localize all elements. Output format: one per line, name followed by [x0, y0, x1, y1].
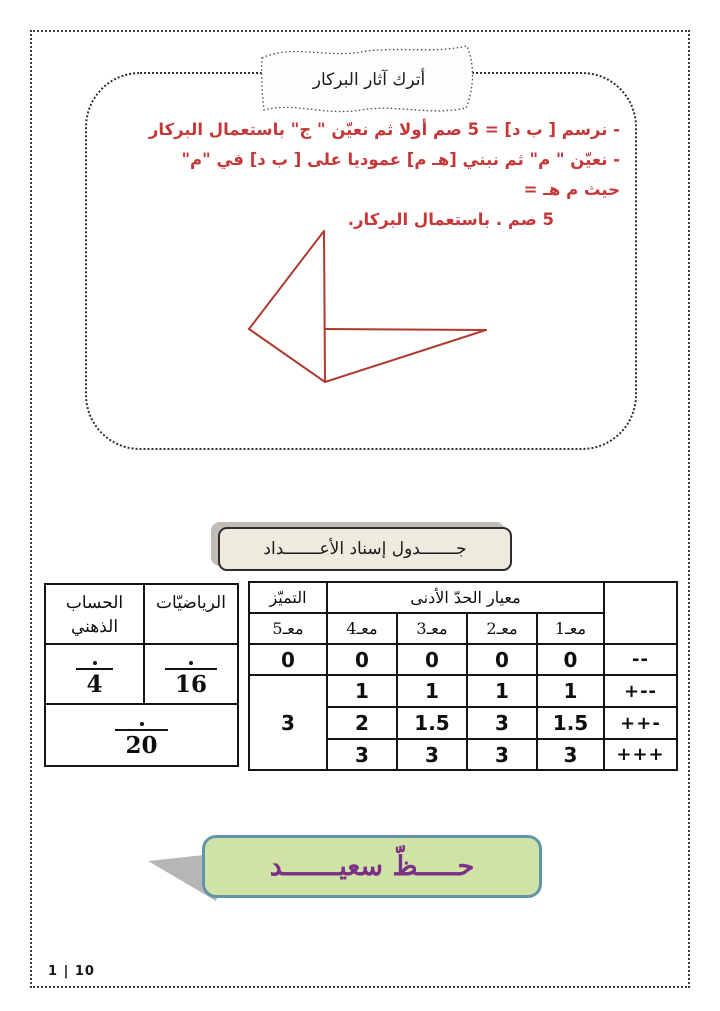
grade-cell: 3 [397, 739, 467, 770]
grade-cell: 1 [467, 675, 537, 707]
grade-cell: 3 [327, 739, 397, 770]
instruction-line-1: - نرسم [ ب د] = 5 صم أولا ثم نعيّن " ج" باستعمال البركار [148, 120, 620, 139]
math-header: الرياضيّات [144, 584, 238, 644]
grade-cell: 1 [397, 675, 467, 707]
grade-cell: 1 [537, 675, 604, 707]
corner-empty-cell [604, 582, 677, 644]
grading-table-banner [218, 527, 512, 571]
page-number: 1 | 10 [48, 964, 95, 979]
score-dot-icon [93, 661, 97, 665]
math-score-cell: 16 [144, 644, 238, 704]
good-luck-banner [202, 835, 542, 898]
criteria-col-2: معـ2 [467, 613, 537, 644]
criteria-col-1: معـ1 [537, 613, 604, 644]
grade-cell: 3 [467, 739, 537, 770]
good-luck-text: حـــــظّ سعيـــــــد [269, 851, 475, 882]
grade-cell: 3 [467, 707, 537, 739]
grade-cell: 0 [467, 644, 537, 675]
mental-math-score-cell: 4 [45, 644, 144, 704]
instruction-line-2: - نعيّن " م" ثم نبني [هـ م] عموديا على [ ب د] في "م" حيث م هـ = [181, 150, 620, 199]
criteria-col-3: معـ3 [397, 613, 467, 644]
instructions-block [142, 115, 620, 235]
excellence-merged-cell: 3 [249, 675, 327, 770]
grade-cell: 1.5 [397, 707, 467, 739]
excellence-cell: 0 [249, 644, 327, 675]
grade-cell: 0 [397, 644, 467, 675]
score-table [44, 583, 239, 767]
criteria-col-4: معـ4 [327, 613, 397, 644]
min-criteria-header: معيار الحدّ الأدنى [327, 582, 604, 613]
grade-cell: 0 [327, 644, 397, 675]
mental-math-header: الحساب الذهني [45, 584, 144, 644]
symbol-cell: +++ [604, 739, 677, 770]
excellence-header: التميّز [249, 582, 327, 613]
grade-cell: 1 [327, 675, 397, 707]
symbol-cell: ++- [604, 707, 677, 739]
total-score-cell: 20 [45, 704, 238, 766]
grade-cell: 0 [537, 644, 604, 675]
exercise-title: أترك آثار البركار [312, 70, 426, 90]
score-dot-icon [140, 722, 144, 726]
grade-cell: 1.5 [537, 707, 604, 739]
grade-cell: 3 [537, 739, 604, 770]
grade-cell: 2 [327, 707, 397, 739]
grading-banner-title: جـــــــدول إسناد الأعـــــــداد [263, 539, 467, 559]
criteria-col-5: معـ5 [249, 613, 327, 644]
instruction-line-3: 5 صم . باستعمال البركار. [347, 210, 554, 229]
score-dot-icon [189, 661, 193, 665]
grading-table [248, 581, 678, 771]
symbol-cell: +-- [604, 675, 677, 707]
symbol-cell: -- [604, 644, 677, 675]
compass-figure [240, 222, 500, 394]
title-ribbon [256, 38, 482, 118]
